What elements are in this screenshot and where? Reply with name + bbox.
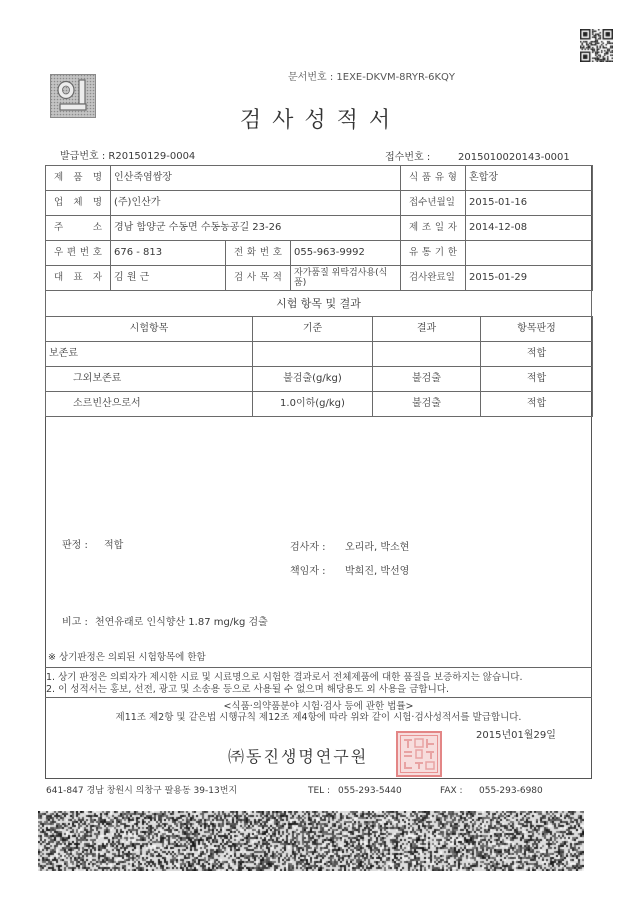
expiry-label: 유 통 기 한 <box>401 241 466 266</box>
result-item: 그외보존료 <box>46 367 253 392</box>
header-result: 결과 <box>373 317 481 342</box>
qr-code <box>580 29 613 62</box>
document-number-value: 1EXE-DKVM-8RYR-6KQY <box>336 72 456 83</box>
footer-tel-label: TEL : <box>308 786 331 796</box>
receipt-number-value: 2015010020143-0001 <box>458 152 570 163</box>
results-section-title: 시험 항목 및 결과 <box>45 290 592 317</box>
issuance-statement: 제11조 제2항 및 같은법 시행규칙 제12조 제4항에 따라 위와 같이 시험·검사성적서를 발급합니다. <box>115 712 522 723</box>
zip-value: 676 - 813 <box>111 241 226 266</box>
info-row-ceo <box>46 266 593 291</box>
organization-name: ㈜동진생명연구원 <box>228 747 369 766</box>
divider-line <box>45 667 592 668</box>
completion-date-value: 2015-01-29 <box>466 266 593 291</box>
food-type-value: 혼합장 <box>466 166 593 191</box>
result-item: 보존료 <box>46 342 253 367</box>
security-pattern-band <box>38 811 584 871</box>
phone-label: 전 화 번 호 <box>226 241 291 266</box>
expiry-value <box>466 241 593 266</box>
purpose-label: 검 사 목 적 <box>226 266 291 291</box>
result-judgment: 적합 <box>481 392 593 417</box>
manager-names: 박희진, 박선영 <box>345 566 410 577</box>
result-value: 불검출 <box>373 367 481 392</box>
result-standard <box>253 342 373 367</box>
footer-tel: 055-293-5440 <box>338 786 402 796</box>
product-name-value: 인산죽염쌈장 <box>111 166 401 191</box>
document-number-label: 문서번호 : <box>288 72 334 83</box>
receipt-number-label: 접수번호 : <box>385 152 431 163</box>
product-name-label: 제 품 명 <box>46 166 111 191</box>
result-judgment: 적합 <box>481 367 593 392</box>
law-title: <식품·의약품분야 시험·검사 등에 관한 법률> <box>223 701 414 712</box>
footer-fax-label: FAX : <box>440 786 463 796</box>
remark-label: 비고 : <box>62 617 88 628</box>
judgment-label: 판정 : <box>62 540 88 551</box>
purpose-value: 자가품질 위탁검사용(식품) <box>291 266 401 291</box>
issue-date: 2015년01월29일 <box>476 730 556 741</box>
receipt-date-value: 2015-01-16 <box>466 191 593 216</box>
zip-label: 우 편 번 호 <box>46 241 111 266</box>
header-standard: 기준 <box>253 317 373 342</box>
result-item: 소르빈산으로서 <box>46 392 253 417</box>
page-title: 검 사 성 적 서 <box>239 108 393 133</box>
food-type-label: 식 품 유 형 <box>401 166 466 191</box>
test-results-table <box>45 316 593 417</box>
address-value: 경남 함양군 수동면 수동농공길 23-26 <box>111 216 401 241</box>
company-value: (주)인산가 <box>111 191 401 216</box>
ceo-label: 대 표 자 <box>46 266 111 291</box>
issue-number-value: R20150129-0004 <box>108 151 196 162</box>
remark-text: 천연유래로 인식향산 1.87 mg/kg 검출 <box>95 617 268 628</box>
info-row-zip <box>46 241 593 266</box>
result-value: 불검출 <box>373 392 481 417</box>
result-row <box>46 342 593 367</box>
result-value <box>373 342 481 367</box>
receipt-date-label: 접수년월일 <box>401 191 466 216</box>
result-row <box>46 367 593 392</box>
manufacture-date-value: 2014-12-08 <box>466 216 593 241</box>
result-row <box>46 392 593 417</box>
result-standard: 1.0이하(g/kg) <box>253 392 373 417</box>
info-row-product <box>46 166 593 191</box>
address-label: 주 소 <box>46 216 111 241</box>
product-info-table <box>45 165 593 291</box>
result-standard: 불검출(g/kg) <box>253 367 373 392</box>
issue-number-label: 발급번호 : <box>60 151 106 162</box>
phone-value: 055-963-9992 <box>291 241 401 266</box>
manager-label: 책임자 : <box>290 566 326 577</box>
document-number <box>288 72 455 84</box>
header-test-item: 시험항목 <box>46 317 253 342</box>
inspector-label: 검사자 : <box>290 542 326 553</box>
manufacture-date-label: 제 조 일 자 <box>401 216 466 241</box>
disclaimer-1: 1. 상기 판정은 의뢰자가 제시한 시료 및 시료명으로 시험한 결과로서 전체제품에 대한 품질을 보증하지는 않습니다. <box>46 672 523 683</box>
judgment-value: 적합 <box>104 540 124 551</box>
disclaimer-2: 2. 이 성적서는 홍보, 선전, 광고 및 소송용 등으로 사용될 수 없으며 해당용도 외 사용을 금합니다. <box>46 684 449 695</box>
info-row-address <box>46 216 593 241</box>
footer-fax: 055-293-6980 <box>479 786 543 796</box>
company-label: 업 체 명 <box>46 191 111 216</box>
result-judgment: 적합 <box>481 342 593 367</box>
ceo-value: 김 원 근 <box>111 266 226 291</box>
footer-address: 641-847 경남 창원시 의창구 팔용동 39-13번지 <box>46 786 238 796</box>
completion-date-label: 검사완료일 <box>401 266 466 291</box>
issue-number <box>60 151 195 163</box>
divider-line <box>45 697 592 698</box>
inspector-names: 오리라, 박소현 <box>345 542 410 553</box>
header-judgment: 항목판정 <box>481 317 593 342</box>
scope-note: ※ 상기판정은 의뢰된 시험항목에 한함 <box>48 652 206 663</box>
info-row-company <box>46 191 593 216</box>
company-seal <box>396 731 442 777</box>
results-header-row <box>46 317 593 342</box>
